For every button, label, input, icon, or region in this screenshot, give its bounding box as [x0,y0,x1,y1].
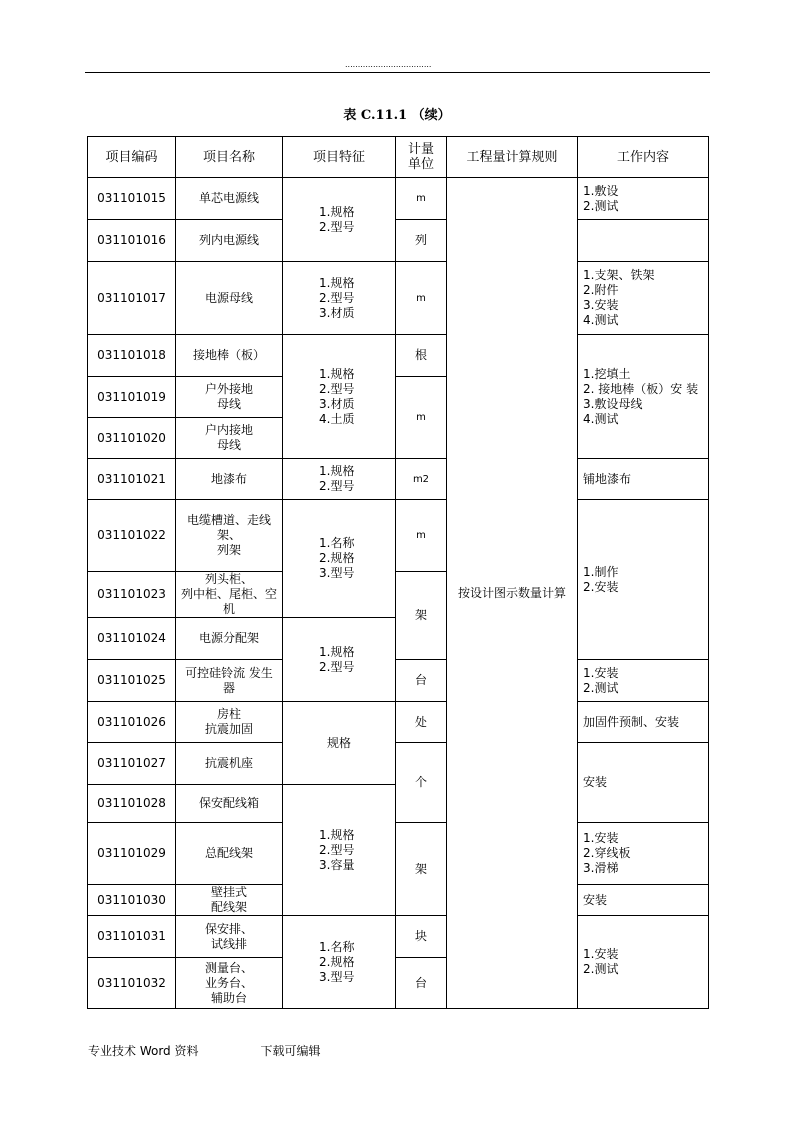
work-content: 1.挖填土 2. 接地棒（板）安 装 3.敷设母线 4.测试 [578,335,709,459]
work-content: 铺地漆布 [578,459,709,500]
table-row [88,500,709,572]
item-code: 031101019 [88,377,176,418]
work-content [578,220,709,262]
table-row [88,335,709,377]
item-feature: 1.规格 2.型号 [283,618,396,702]
item-unit: m2 [396,459,447,500]
work-content: 安装 [578,743,709,823]
item-name: 户内接地 母线 [176,418,283,459]
item-unit: 台 [396,660,447,702]
item-feature: 1.规格 2.型号 3.材质 4.土质 [283,335,396,459]
item-name: 地漆布 [176,459,283,500]
item-unit: m [396,262,447,335]
work-content: 1.敷设 2.测试 [578,178,709,220]
item-unit: 块 [396,916,447,958]
item-code: 031101029 [88,823,176,885]
item-feature: 1.规格 2.型号 [283,178,396,262]
item-code: 031101017 [88,262,176,335]
item-unit: m [396,377,447,459]
item-name: 总配线架 [176,823,283,885]
item-code: 031101028 [88,785,176,823]
item-unit: 架 [396,823,447,916]
work-content: 1.安装 2.测试 [578,916,709,1009]
header-rule [85,72,710,73]
item-name: 可控硅铃流 发生 器 [176,660,283,702]
item-name: 房柱 抗震加固 [176,702,283,743]
table-row [88,220,709,262]
table-header-row [88,137,709,178]
table-row [88,823,709,885]
item-name: 测量台、 业务台、 辅助台 [176,958,283,1009]
item-name: 单芯电源线 [176,178,283,220]
item-code: 031101016 [88,220,176,262]
item-unit: 架 [396,572,447,660]
col-header-name: 项目名称 [176,137,283,178]
col-header-feature: 项目特征 [283,137,396,178]
item-feature: 1.规格 2.型号 3.材质 [283,262,396,335]
item-code: 031101032 [88,958,176,1009]
item-code: 031101022 [88,500,176,572]
table-row [88,178,709,220]
col-header-code: 项目编码 [88,137,176,178]
col-header-rule: 工程量计算规则 [447,137,578,178]
table-row [88,262,709,335]
item-code: 031101015 [88,178,176,220]
item-name: 保安排、 试线排 [176,916,283,958]
calc-rule: 按设计图示数量计算 [447,178,578,1009]
col-header-work: 工作内容 [578,137,709,178]
item-name: 列内电源线 [176,220,283,262]
work-content: 1.支架、铁架 2.附件 3.安装 4.测试 [578,262,709,335]
item-feature: 1.名称 2.规格 3.型号 [283,500,396,618]
work-content: 1.制作 2.安装 [578,500,709,660]
item-name: 列头柜、 列中柜、尾柜、空机 [176,572,283,618]
work-content: 加固件预制、安装 [578,702,709,743]
item-unit: m [396,500,447,572]
table-row [88,459,709,500]
item-unit: 个 [396,743,447,823]
table-row [88,743,709,785]
item-code: 031101025 [88,660,176,702]
item-code: 031101021 [88,459,176,500]
item-unit: 列 [396,220,447,262]
table-title: 表 C.11.1 （续） [343,108,451,123]
footer-left-text: 专业技术 Word 资料 [88,1044,199,1058]
table-row [88,916,709,958]
item-code: 031101026 [88,702,176,743]
item-code: 031101027 [88,743,176,785]
item-unit: 台 [396,958,447,1009]
item-name: 抗震机座 [176,743,283,785]
item-code: 031101031 [88,916,176,958]
item-name: 壁挂式 配线架 [176,885,283,916]
item-code: 031101018 [88,335,176,377]
table-row [88,702,709,743]
item-code: 031101023 [88,572,176,618]
item-name: 电源分配架 [176,618,283,660]
item-unit: m [396,178,447,220]
work-content: 1.安装 2.测试 [578,660,709,702]
work-content: 安装 [578,885,709,916]
item-name: 电缆槽道、走线架、 列架 [176,500,283,572]
item-feature: 1.规格 2.型号 3.容量 [283,785,396,916]
item-feature: 1.名称 2.规格 3.型号 [283,916,396,1009]
item-code: 031101030 [88,885,176,916]
item-unit: 根 [396,335,447,377]
item-name: 户外接地 母线 [176,377,283,418]
spec-table [87,136,709,1009]
item-name: 接地棒（板） [176,335,283,377]
item-unit: 处 [396,702,447,743]
item-feature: 1.规格 2.型号 [283,459,396,500]
item-code: 031101024 [88,618,176,660]
item-name: 电源母线 [176,262,283,335]
item-code: 031101020 [88,418,176,459]
item-feature: 规格 [283,702,396,785]
footer-right-text: 下载可编辑 [260,1044,321,1058]
col-header-unit: 计量 单位 [396,137,447,178]
header-dots: .................................. [345,60,432,69]
item-name: 保安配线箱 [176,785,283,823]
table-row [88,660,709,702]
page-footer [88,1042,321,1059]
work-content: 1.安装 2.穿线板 3.滑梯 [578,823,709,885]
